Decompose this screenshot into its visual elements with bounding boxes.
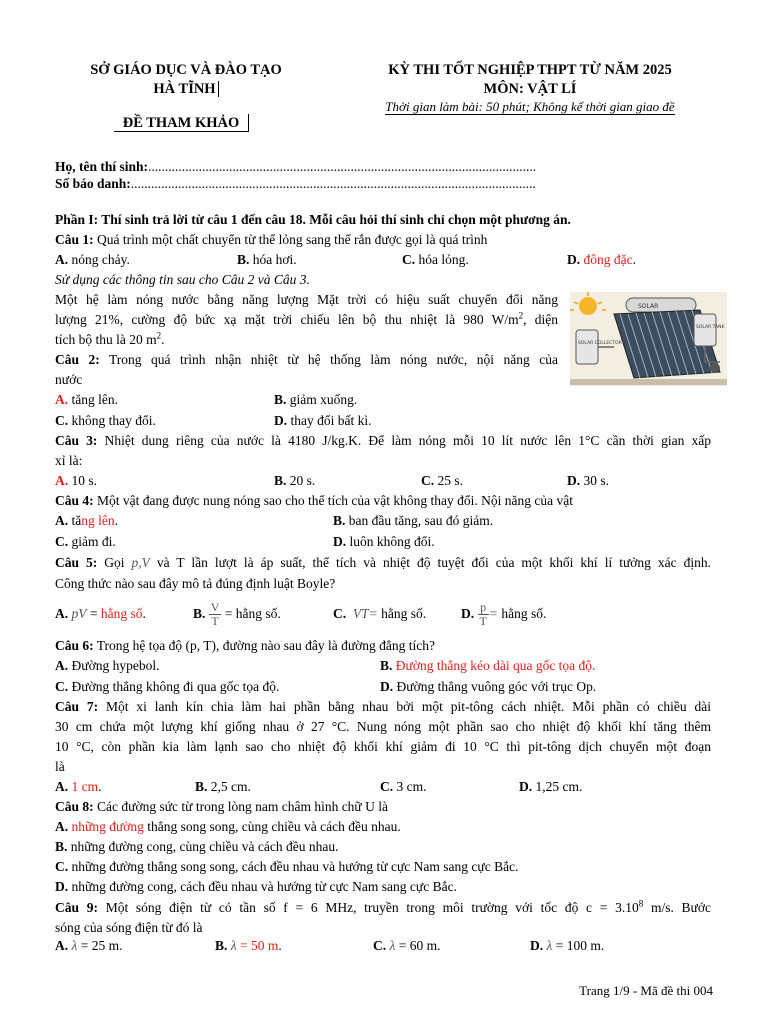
fraction-v-over-t: $\frac{V}{T}$ xyxy=(210,600,220,629)
question-text: Quá trình một chất chuyển từ thể lỏng sang thể rắn được gọi là quá trình xyxy=(93,232,488,247)
candidate-id-line xyxy=(55,174,536,194)
shared-info-line3: tích bộ thu là 20 $m^2$. xyxy=(55,330,165,347)
question-label: Câu 8: xyxy=(55,799,94,814)
q9-option-d[interactable]: D. λ = 100 m. xyxy=(530,938,605,953)
question-label: Câu 3: xyxy=(55,433,98,448)
time-note xyxy=(345,97,715,117)
page-footer: Trang 1/9 - Mã đề thi 004 xyxy=(579,983,713,998)
question-label: Câu 1: xyxy=(55,232,94,247)
q9-option-c[interactable]: C. λ = 60 m. xyxy=(373,938,441,953)
q5-option-b[interactable]: B. $\frac{V}{T}$ = hằng số. xyxy=(193,600,281,629)
question-5-cont: Công thức nào sau đây mô tả đúng định luật Boyle? xyxy=(55,576,336,591)
question-7 xyxy=(55,697,711,717)
pv-symbol: p,V xyxy=(131,555,150,570)
q2-option-a[interactable]: A. tăng lên. xyxy=(55,392,118,407)
question-4 xyxy=(55,491,573,511)
department-name: SỞ GIÁO DỤC VÀ ĐÀO TẠO xyxy=(90,62,282,78)
shared-info-intro: Sử dụng các thông tin sau cho Câu 2 và Câu 3. xyxy=(55,272,310,287)
question-text: Nhiệt dung riêng của nước là 4180 J/kg.K. Để làm nóng mỗi 10 lít nước lên 1°C cần thời gian xấp xyxy=(97,433,711,448)
question-9-cont: sóng của sóng điện từ đó là xyxy=(55,920,203,935)
svg-text:SOLAR: SOLAR xyxy=(638,303,659,310)
q3-option-a[interactable]: A. 10 s. xyxy=(55,473,98,488)
q6-option-b[interactable]: B. Đường thẳng kéo dài qua gốc tọa độ. xyxy=(380,658,596,673)
q5-option-d[interactable]: D. $\frac{p}{T}$ = hằng số. xyxy=(461,600,547,629)
candidate-id-dots[interactable]: ........................................................................................................................ xyxy=(130,176,536,191)
question-text: Trong hệ tọa độ (p, T), đường nào sau đây là đường đẳng tích? xyxy=(93,638,436,653)
q1-option-b[interactable]: B. hóa hơi. xyxy=(237,252,297,267)
candidate-id-label: Số báo danh: xyxy=(55,176,131,191)
exam-badge: ĐỀ THAM KHẢO xyxy=(114,114,249,132)
q4-option-a[interactable]: A. tăng lên. xyxy=(55,513,118,528)
svg-text:SOLAR COLLECTOR: SOLAR COLLECTOR xyxy=(578,341,622,346)
q6-option-c[interactable]: C. Đường thẳng không đi qua gốc tọa độ. xyxy=(55,679,280,694)
question-7-line2: 30 cm chứa một lượng khí giống nhau ở 27 °C. Nung nóng một phần sao cho nhiệt độ khối khí tăng thêm xyxy=(55,719,711,734)
shared-info-line2: lượng 21%, cường độ bức xạ mặt trời chiếu lên bộ thu nhiệt là 980 $W/m^2$, diện xyxy=(55,310,558,327)
q4-option-d[interactable]: D. luôn không đổi. xyxy=(333,534,435,549)
question-text: Các đường sức từ trong lòng nam châm hình chữ U là xyxy=(93,799,388,814)
svg-text:SOLAR TANK: SOLAR TANK xyxy=(696,325,725,330)
solar-heater-image xyxy=(570,292,727,386)
province-text: HÀ TĨNH xyxy=(153,81,218,97)
candidate-name-dots[interactable]: ................................................................................................................... xyxy=(148,159,537,174)
question-text: Một vật đang được nung nóng sao cho thể tích của vật không thay đổi. Nội năng của vật xyxy=(93,493,573,508)
q9-option-b[interactable]: B. λ = 50 m. xyxy=(215,938,282,953)
q1-option-d[interactable]: D. đông đặc. xyxy=(567,252,636,267)
question-3 xyxy=(55,431,711,451)
q7-option-b[interactable]: B. 2,5 cm. xyxy=(195,779,251,794)
q7-option-d[interactable]: D. 1,25 cm. xyxy=(519,779,583,794)
q1-option-a[interactable]: A. nóng chảy. xyxy=(55,252,130,267)
q5-option-a[interactable]: A. pV = hằng số. xyxy=(55,606,146,621)
question-1 xyxy=(55,230,487,250)
q2-option-b[interactable]: B. giảm xuống. xyxy=(274,392,358,407)
province-name xyxy=(60,79,312,99)
time-note-text: Thời gian làm bài: 50 phút; Không kể thời gian giao đề xyxy=(385,99,675,114)
q6-option-a[interactable]: A. Đường hypebol. xyxy=(55,658,160,673)
q8-option-b[interactable]: B. những đường cong, cùng chiều và cách đều nhau. xyxy=(55,839,339,854)
shared-info-line1: Một hệ làm nóng nước bằng năng lượng Mặt trời có hiệu suất chuyển đổi năng xyxy=(55,292,558,307)
q5-option-c[interactable]: C. VT= hằng số. xyxy=(333,606,427,621)
question-2-cont: nước xyxy=(55,372,83,387)
question-6 xyxy=(55,636,435,656)
q8-option-a[interactable]: A. những đường thẳng song song, cùng chiều và cách đều nhau. xyxy=(55,819,401,834)
q3-option-d[interactable]: D. 30 s. xyxy=(567,473,610,488)
q7-option-c[interactable]: C. 3 cm. xyxy=(380,779,427,794)
question-7-line3: 10 °C, còn phần kia làm lạnh sao cho nhiệt độ khối khí giảm đi 10 °C thì pit-tông dịch chuyển một đoạn xyxy=(55,739,711,754)
question-8 xyxy=(55,797,388,817)
question-9: Câu 9: Một sóng điện từ có tần số f = 6 MHz, truyền trong môi trường với tốc độ $c = 3.10^8$ m/s. Bước xyxy=(55,898,711,915)
question-label: Câu 2: xyxy=(55,352,100,367)
question-3-cont: xỉ là: xyxy=(55,453,83,468)
question-label: Câu 6: xyxy=(55,638,94,653)
q8-option-c[interactable]: C. những đường thẳng song song, cách đều nhau và hướng từ cực Nam sang cực Bắc. xyxy=(55,859,519,874)
q8-option-d[interactable]: D. những đường cong, cách đều nhau và hướng từ cực Nam sang cực Bắc. xyxy=(55,879,457,894)
q3-option-c[interactable]: C. 25 s. xyxy=(421,473,464,488)
question-2 xyxy=(55,350,558,370)
question-label: Câu 5: xyxy=(55,555,98,570)
q6-option-d[interactable]: D. Đường thẳng vuông góc với trục Op. xyxy=(380,679,597,694)
q9-option-a[interactable]: A. λ = 25 m. xyxy=(55,938,123,953)
exam-title: KỲ THI TỐT NGHIỆP THPT TỪ NĂM 2025 xyxy=(388,62,672,78)
question-text: Trong quá trình nhận nhiệt từ hệ thống làm nóng nước, nội năng của xyxy=(99,352,558,367)
question-5: Câu 5: Gọi p,V và T lần lượt là áp suất, thể tích và nhiệt độ tuyệt đối của một khối khí lí tưởng xác định. xyxy=(55,555,712,570)
question-label: Câu 7: xyxy=(55,699,99,714)
q2-option-c[interactable]: C. không thay đổi. xyxy=(55,413,156,428)
question-label: Câu 9: xyxy=(55,900,98,915)
q3-option-b[interactable]: B. 20 s. xyxy=(274,473,316,488)
subject-title: MÔN: VẬT LÍ xyxy=(483,81,577,97)
question-7-line4: là xyxy=(55,759,65,774)
question-text: Một xi lanh kín chia làm hai phần bằng nhau bởi một pit-tông cách nhiệt. Mỗi phần có chiều dài xyxy=(98,699,711,714)
q4-option-b[interactable]: B. ban đầu tăng, sau đó giảm. xyxy=(333,513,494,528)
candidate-name-label: Họ, tên thí sinh: xyxy=(55,159,149,174)
q7-option-a[interactable]: A. 1 cm. xyxy=(55,779,102,794)
part1-title: Phần I: Thí sinh trả lời từ câu 1 đến câu 18. Mỗi câu hỏi thí sinh chỉ chọn một phương án. xyxy=(55,212,571,227)
question-label: Câu 4: xyxy=(55,493,94,508)
q4-option-c[interactable]: C. giảm đi. xyxy=(55,534,116,549)
fraction-p-over-t: $\frac{p}{T}$ xyxy=(479,600,487,629)
q1-option-c[interactable]: C. hóa lỏng. xyxy=(402,252,469,267)
q2-option-d[interactable]: D. thay đổi bất kì. xyxy=(274,413,372,428)
